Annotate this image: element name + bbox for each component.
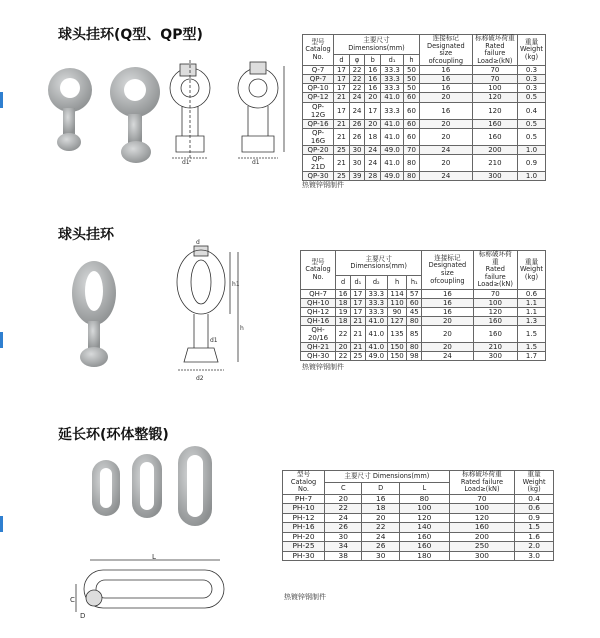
section-1-title: 球头挂环(Q型、QP型) <box>58 27 203 43</box>
section-2-drawing <box>168 238 254 386</box>
table-cell: 1.0 <box>517 145 545 154</box>
table-cell: 0.5 <box>517 119 545 128</box>
table-cell: QP-21D <box>303 154 334 171</box>
table-cell: 135 <box>387 326 407 343</box>
table-cell: 20 <box>422 317 473 326</box>
table-cell: 110 <box>387 298 407 307</box>
table-cell: 70 <box>472 75 517 84</box>
table-cell: 17 <box>334 75 350 84</box>
table-cell: 16 <box>336 289 351 298</box>
col-load: 标称破坏荷重 Rated failure Load≥(kN) <box>449 471 514 495</box>
dim-col: d <box>336 276 351 290</box>
table-cell: 100 <box>399 504 449 514</box>
table-cell: 20 <box>336 343 351 352</box>
table-cell: QP-20 <box>303 145 334 154</box>
table-cell: QH-20/16 <box>301 326 336 343</box>
dim-col: C <box>325 482 362 494</box>
table-cell: 22 <box>336 352 351 361</box>
table-cell: 0.4 <box>515 494 554 504</box>
table-cell: 120 <box>473 307 517 316</box>
dim-col: φ <box>349 55 365 66</box>
table-cell: 0.6 <box>517 289 545 298</box>
table-cell: 20 <box>419 93 472 102</box>
table-cell: 0.9 <box>517 154 545 171</box>
table-cell: 21 <box>334 154 350 171</box>
table-cell: 33.3 <box>365 298 387 307</box>
table-cell: 17 <box>334 84 350 93</box>
table-cell: 16 <box>422 298 473 307</box>
dim-col: d₂ <box>365 276 387 290</box>
drawing-label-C: C <box>70 596 75 604</box>
table-cell: 24 <box>365 145 381 154</box>
table-cell: 250 <box>449 542 514 552</box>
table-cell: 60 <box>404 102 420 119</box>
col-coupling: 连接标记 Designated size ofcoupling <box>419 35 472 66</box>
table-cell: 21 <box>350 326 365 343</box>
table-cell: 50 <box>404 84 420 93</box>
table-cell: 30 <box>349 154 365 171</box>
table-cell: 200 <box>449 532 514 542</box>
table-cell: 16 <box>422 307 473 316</box>
table-cell: 26 <box>349 119 365 128</box>
table-cell: 24 <box>325 513 362 523</box>
table-cell: 18 <box>336 298 351 307</box>
table-cell: 300 <box>472 171 517 180</box>
table-cell: QH-16 <box>301 317 336 326</box>
table-cell: 26 <box>325 523 362 533</box>
table-cell: 16 <box>419 75 472 84</box>
table-cell: 80 <box>399 494 449 504</box>
col-load: 标称破坏荷重 Rated failure Load≥(kN) <box>473 251 517 290</box>
section-2-table <box>300 250 546 361</box>
table-cell: 0.4 <box>517 102 545 119</box>
table-cell: 33.3 <box>381 84 404 93</box>
drawing-label-h: h <box>240 325 244 332</box>
table-cell: 60 <box>404 128 420 145</box>
section-2-title: 球头挂环 <box>58 227 114 243</box>
table-cell: 180 <box>399 551 449 561</box>
table-cell: 33.3 <box>365 307 387 316</box>
table-cell: 25 <box>350 352 365 361</box>
dim-col: h <box>404 55 420 66</box>
table-cell: 80 <box>407 343 422 352</box>
table-row <box>301 289 546 298</box>
table-cell: QH-10 <box>301 298 336 307</box>
table-cell: 100 <box>472 84 517 93</box>
col-dimensions: 主要尺寸 Dimensions(mm) <box>334 35 420 55</box>
table-row <box>301 298 546 307</box>
col-dimensions: 主要尺寸 Dimensions(mm) <box>336 251 422 276</box>
table-cell: QP-16 <box>303 119 334 128</box>
table-cell: 0.5 <box>517 128 545 145</box>
table-cell: 49.0 <box>381 171 404 180</box>
table-cell: 22 <box>349 84 365 93</box>
table-cell: 38 <box>325 551 362 561</box>
table-cell: 16 <box>365 75 381 84</box>
table-cell: 41.0 <box>381 93 404 102</box>
col-catalog: 型号 Catalog No. <box>301 251 336 290</box>
drawing-label-d2: d2 <box>196 375 204 382</box>
table-cell: 22 <box>349 66 365 75</box>
table-cell: 120 <box>449 513 514 523</box>
table-cell: 120 <box>399 513 449 523</box>
table-row <box>301 352 546 361</box>
table-cell: 1.0 <box>517 171 545 180</box>
table-cell: 20 <box>362 513 399 523</box>
table-cell: 18 <box>365 128 381 145</box>
table-cell: QP-30 <box>303 171 334 180</box>
dim-col: D <box>362 482 399 494</box>
table-cell: QP-10 <box>303 84 334 93</box>
table-cell: 140 <box>399 523 449 533</box>
table-cell: 160 <box>473 317 517 326</box>
table-cell: 19 <box>336 307 351 316</box>
table-row <box>303 119 546 128</box>
accent-bar-1 <box>0 92 3 108</box>
table-cell: 20 <box>325 494 362 504</box>
table-cell: 20 <box>419 119 472 128</box>
table-row <box>303 154 546 171</box>
table-cell: 24 <box>419 171 472 180</box>
table-cell: QH-21 <box>301 343 336 352</box>
table-cell: 20 <box>365 119 381 128</box>
table-cell: 30 <box>349 145 365 154</box>
section-1-table <box>302 34 546 181</box>
drawing-label-d1: d1 <box>210 337 218 344</box>
table-cell: 90 <box>387 307 407 316</box>
table-cell: 24 <box>365 154 381 171</box>
table-cell: PH-12 <box>283 513 325 523</box>
table-cell: 16 <box>365 84 381 93</box>
table-cell: 21 <box>334 119 350 128</box>
table-cell: 1.1 <box>517 307 545 316</box>
col-dimensions: 主要尺寸 Dimensions(mm) <box>325 471 450 483</box>
table-cell: 1.1 <box>517 298 545 307</box>
table-cell: 22 <box>325 504 362 514</box>
col-weight: 重量 Weight (kg) <box>517 35 545 66</box>
section-3-table <box>282 470 554 561</box>
table-cell: 45 <box>407 307 422 316</box>
section-1-drawing-side <box>232 58 294 168</box>
table-row <box>283 523 554 533</box>
col-catalog: 型号 Catalog No. <box>303 35 334 66</box>
table-cell: 17 <box>365 102 381 119</box>
accent-bar-2 <box>0 332 3 348</box>
table-cell: 2.0 <box>515 542 554 552</box>
table-cell: 20 <box>419 154 472 171</box>
table-cell: 3.0 <box>515 551 554 561</box>
table-cell: 41.0 <box>365 317 387 326</box>
section-3-title: 延长环(环体整锻) <box>58 427 169 443</box>
table-cell: 20 <box>422 343 473 352</box>
drawing-label-d1: d1 <box>182 159 190 166</box>
table-cell: 60 <box>404 119 420 128</box>
table-cell: 33.3 <box>381 75 404 84</box>
table-cell: 33.3 <box>381 102 404 119</box>
table-cell: 0.6 <box>515 504 554 514</box>
table-cell: 80 <box>404 154 420 171</box>
table-cell: 33.3 <box>381 66 404 75</box>
table-cell: 0.3 <box>517 84 545 93</box>
table-cell: 70 <box>472 66 517 75</box>
table-cell: PH-16 <box>283 523 325 533</box>
section-1-photo <box>40 62 175 167</box>
table-cell: 60 <box>404 93 420 102</box>
col-weight: 重量 Weight (kg) <box>517 251 545 290</box>
table-cell: 0.3 <box>517 75 545 84</box>
table-cell: 49.0 <box>365 352 387 361</box>
table-cell: 22 <box>336 326 351 343</box>
dim-col: d₁ <box>350 276 365 290</box>
section-3-note: 热镀锌钢制件 <box>284 593 326 601</box>
table-row <box>303 145 546 154</box>
table-cell: Q-7 <box>303 66 334 75</box>
table-row <box>303 66 546 75</box>
table-cell: 1.7 <box>517 352 545 361</box>
table-cell: QP-7 <box>303 75 334 84</box>
section-1-drawing-front <box>168 58 228 168</box>
table-cell: 160 <box>449 523 514 533</box>
table-cell: 100 <box>449 504 514 514</box>
table-cell: 70 <box>449 494 514 504</box>
table-cell: 17 <box>350 307 365 316</box>
table-cell: 17 <box>334 66 350 75</box>
table-cell: 100 <box>473 298 517 307</box>
table-cell: 16 <box>362 494 399 504</box>
drawing-label-d1-side: d1 <box>252 159 260 166</box>
table-cell: 22 <box>349 75 365 84</box>
table-cell: 0.9 <box>515 513 554 523</box>
section-3-photo <box>86 446 226 526</box>
table-cell: 18 <box>336 317 351 326</box>
table-row <box>301 326 546 343</box>
table-cell: 22 <box>362 523 399 533</box>
table-cell: QP-12 <box>303 93 334 102</box>
table-cell: 39 <box>349 171 365 180</box>
table-cell: 1.3 <box>517 317 545 326</box>
accent-bar-3 <box>0 516 3 532</box>
col-coupling: 连接标记 Designated size ofcoupling <box>422 251 473 290</box>
drawing-label-d: d <box>196 239 200 246</box>
table-cell: 60 <box>407 298 422 307</box>
table-cell: 34 <box>325 542 362 552</box>
table-row <box>283 551 554 561</box>
table-cell: 33.3 <box>365 289 387 298</box>
table-cell: 41.0 <box>365 343 387 352</box>
table-cell: 26 <box>362 542 399 552</box>
table-row <box>303 102 546 119</box>
drawing-label-D: D <box>80 612 86 620</box>
table-cell: 300 <box>449 551 514 561</box>
table-cell: 50 <box>404 66 420 75</box>
table-cell: 16 <box>422 289 473 298</box>
table-cell: 80 <box>407 317 422 326</box>
table-cell: 49.0 <box>381 145 404 154</box>
section-3-tbody <box>283 494 554 561</box>
table-row <box>283 542 554 552</box>
table-cell: 17 <box>350 289 365 298</box>
table-cell: 41.0 <box>365 326 387 343</box>
table-cell: 20 <box>422 326 473 343</box>
table-cell: PH-7 <box>283 494 325 504</box>
dim-col: d₁ <box>381 55 404 66</box>
table-cell: 41.0 <box>381 119 404 128</box>
table-cell: PH-25 <box>283 542 325 552</box>
table-cell: 21 <box>334 128 350 145</box>
table-cell: 1.5 <box>515 523 554 533</box>
section-2-tbody <box>301 289 546 360</box>
table-cell: QH-7 <box>301 289 336 298</box>
table-cell: 16 <box>365 66 381 75</box>
drawing-label-h1: h1 <box>232 281 240 288</box>
section-1-tbody <box>303 66 546 181</box>
table-row <box>303 128 546 145</box>
col-load: 标称破坏荷重 Rated failure Load≥(kN) <box>472 35 517 66</box>
table-cell: QH-12 <box>301 307 336 316</box>
table-cell: 70 <box>473 289 517 298</box>
table-cell: 30 <box>325 532 362 542</box>
table-cell: 28 <box>365 171 381 180</box>
table-cell: PH-10 <box>283 504 325 514</box>
table-cell: 25 <box>334 145 350 154</box>
table-cell: 24 <box>349 102 365 119</box>
table-cell: 26 <box>349 128 365 145</box>
table-row <box>303 75 546 84</box>
table-cell: 210 <box>472 154 517 171</box>
table-cell: 21 <box>350 317 365 326</box>
table-cell: 24 <box>362 532 399 542</box>
table-cell: 200 <box>472 145 517 154</box>
table-cell: 160 <box>399 532 449 542</box>
col-catalog: 型号 Catalog No. <box>283 471 325 495</box>
table-cell: 160 <box>399 542 449 552</box>
table-row <box>301 307 546 316</box>
table-cell: 120 <box>472 93 517 102</box>
drawing-label-L: L <box>152 554 156 561</box>
table-cell: PH-30 <box>283 551 325 561</box>
table-cell: 24 <box>349 93 365 102</box>
table-row <box>303 93 546 102</box>
section-2-note: 热镀锌钢制件 <box>302 363 344 371</box>
dim-col: d <box>334 55 350 66</box>
dim-col: L <box>399 482 449 494</box>
table-cell: 120 <box>472 102 517 119</box>
table-cell: 150 <box>387 343 407 352</box>
table-cell: 300 <box>473 352 517 361</box>
table-cell: 114 <box>387 289 407 298</box>
table-cell: 85 <box>407 326 422 343</box>
table-cell: QH-30 <box>301 352 336 361</box>
table-cell: 18 <box>362 504 399 514</box>
table-cell: 24 <box>422 352 473 361</box>
table-cell: 16 <box>419 102 472 119</box>
table-cell: 20 <box>419 128 472 145</box>
table-cell: 17 <box>334 102 350 119</box>
table-cell: 16 <box>419 84 472 93</box>
table-cell: PH-20 <box>283 532 325 542</box>
table-cell: 25 <box>334 171 350 180</box>
table-cell: 20 <box>365 93 381 102</box>
table-cell: 1.6 <box>515 532 554 542</box>
table-cell: 24 <box>419 145 472 154</box>
table-cell: 1.5 <box>517 326 545 343</box>
section-3-drawing <box>70 554 240 620</box>
table-cell: 70 <box>404 145 420 154</box>
table-cell: 50 <box>404 75 420 84</box>
table-cell: QP-12G <box>303 102 334 119</box>
table-cell: QP-16G <box>303 128 334 145</box>
table-cell: 21 <box>334 93 350 102</box>
table-cell: 160 <box>472 119 517 128</box>
table-cell: 160 <box>472 128 517 145</box>
table-cell: 98 <box>407 352 422 361</box>
dim-col: h₁ <box>407 276 422 290</box>
section-2-photo <box>62 255 132 375</box>
table-row <box>283 504 554 514</box>
dim-col: h <box>387 276 407 290</box>
table-cell: 210 <box>473 343 517 352</box>
table-cell: 1.5 <box>517 343 545 352</box>
col-weight: 重量 Weight (kg) <box>515 471 554 495</box>
table-cell: 17 <box>350 298 365 307</box>
table-cell: 21 <box>350 343 365 352</box>
table-row <box>301 317 546 326</box>
table-cell: 127 <box>387 317 407 326</box>
table-cell: 150 <box>387 352 407 361</box>
table-cell: 0.5 <box>517 93 545 102</box>
table-row <box>301 343 546 352</box>
table-cell: 30 <box>362 551 399 561</box>
table-row <box>303 84 546 93</box>
table-cell: 41.0 <box>381 128 404 145</box>
table-cell: 80 <box>404 171 420 180</box>
table-cell: 0.3 <box>517 66 545 75</box>
table-cell: 41.0 <box>381 154 404 171</box>
table-cell: 16 <box>419 66 472 75</box>
table-cell: 57 <box>407 289 422 298</box>
dim-col: b <box>365 55 381 66</box>
section-1-note: 热镀锌钢制件 <box>302 181 344 189</box>
table-cell: 160 <box>473 326 517 343</box>
